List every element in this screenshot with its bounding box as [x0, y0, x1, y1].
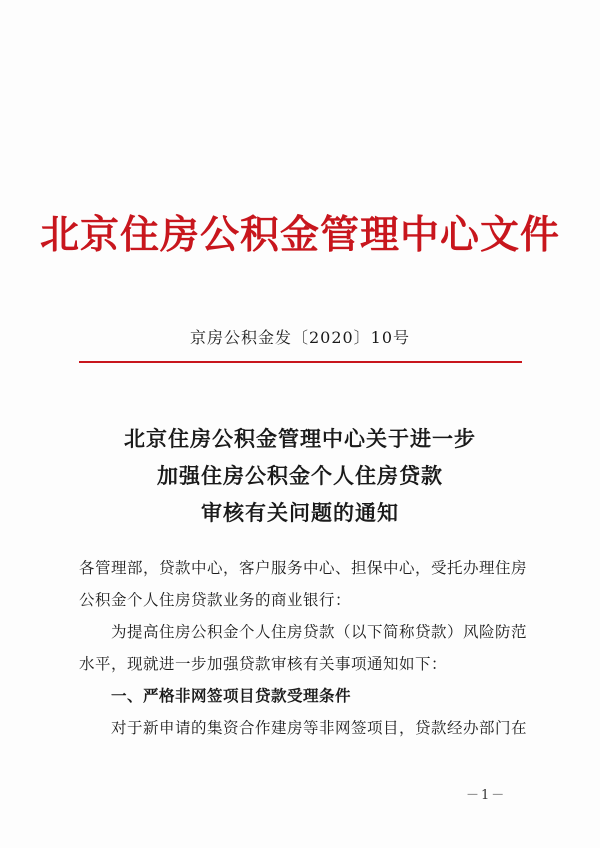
- notice-title: [0, 421, 600, 532]
- document-body: [79, 552, 529, 744]
- intro-line-1: 为提高住房公积金个人住房贷款（以下简称贷款）风险防范: [111, 623, 528, 641]
- notice-title-line-3: 审核有关问题的通知: [201, 501, 399, 525]
- intro-line-2: 水平，现就进一步加强贷款审核有关事项通知如下：: [79, 655, 448, 673]
- notice-title-line-1: 北京住房公积金管理中心关于进一步: [124, 427, 476, 451]
- section-1-heading: 一、严格非网签项目贷款受理条件: [111, 687, 352, 705]
- notice-title-line-2: 加强住房公积金个人住房贷款: [157, 464, 443, 488]
- document-number: 京房公积金发〔2020〕10号: [189, 328, 411, 347]
- document-header-title: 北京住房公积金管理中心文件: [39, 213, 560, 258]
- section-1-line-1: 对于新申请的集资合作建房等非网签项目，贷款经办部门在: [111, 719, 528, 737]
- recipients-line-2: 公积金个人住房贷款业务的商业银行：: [79, 591, 352, 609]
- red-separator-line: [79, 361, 522, 363]
- recipients-line-1: 各管理部，贷款中心，客户服务中心、担保中心，受托办理住房: [79, 559, 528, 577]
- page-number: －1－: [466, 788, 507, 803]
